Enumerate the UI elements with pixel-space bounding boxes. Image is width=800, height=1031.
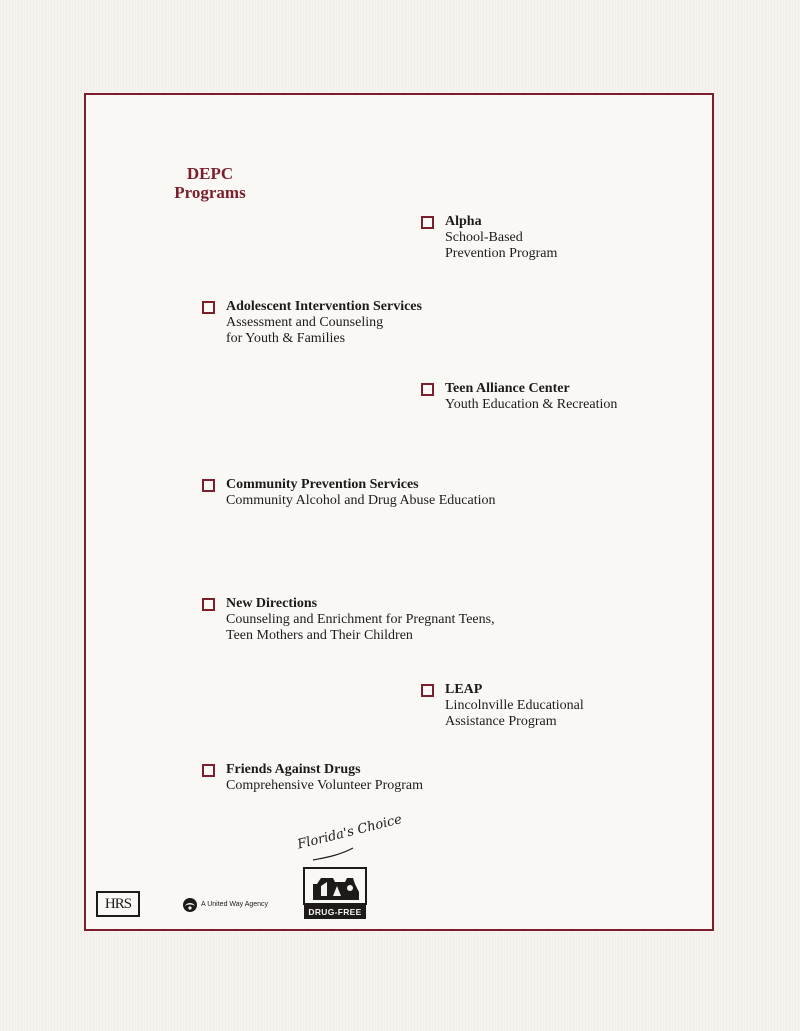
page-title [160, 164, 260, 202]
united-way-label: A United Way Agency [201, 901, 269, 908]
title-line-2: Programs [174, 183, 246, 202]
checkbox-icon [421, 684, 434, 697]
program-desc-line: Assistance Program [445, 714, 557, 729]
program-desc-line: Prevention Program [445, 246, 558, 261]
floridas-choice-script: Florida's Choice [296, 812, 404, 853]
checkbox-icon [202, 764, 215, 777]
program-desc-line: Lincolnville Educational [445, 698, 584, 713]
program-desc-line: Youth Education & Recreation [445, 397, 618, 412]
program-desc-line: Counseling and Enrichment for Pregnant Teens, [226, 612, 495, 627]
program-desc-line: Community Alcohol and Drug Abuse Education [226, 493, 496, 508]
checkbox-icon [202, 301, 215, 314]
united-way-icon [182, 897, 198, 913]
program-desc-line: for Youth & Families [226, 331, 346, 346]
checkbox-icon [421, 383, 434, 396]
program-name: Alpha [445, 214, 482, 229]
program-name: LEAP [445, 682, 483, 697]
checkbox-icon [421, 216, 434, 229]
program-name: Teen Alliance Center [445, 381, 570, 396]
checkbox-icon [202, 598, 215, 611]
program-name: Community Prevention Services [226, 477, 419, 492]
title-line-1: DEPC [186, 164, 234, 183]
content-frame [84, 93, 714, 931]
program-desc-line: Comprehensive Volunteer Program [226, 778, 424, 793]
program-name: New Directions [226, 596, 318, 611]
hrs-logo: HRS [96, 891, 140, 917]
drug-free-banner: DRUG-FREE [304, 905, 366, 919]
program-desc-line: Assessment and Counseling [226, 315, 384, 330]
program-desc-line: Teen Mothers and Their Children [226, 628, 413, 643]
program-name: Adolescent Intervention Services [226, 299, 422, 314]
checkbox-icon [202, 479, 215, 492]
program-desc-line: School-Based [445, 230, 523, 245]
program-name: Friends Against Drugs [226, 762, 361, 777]
